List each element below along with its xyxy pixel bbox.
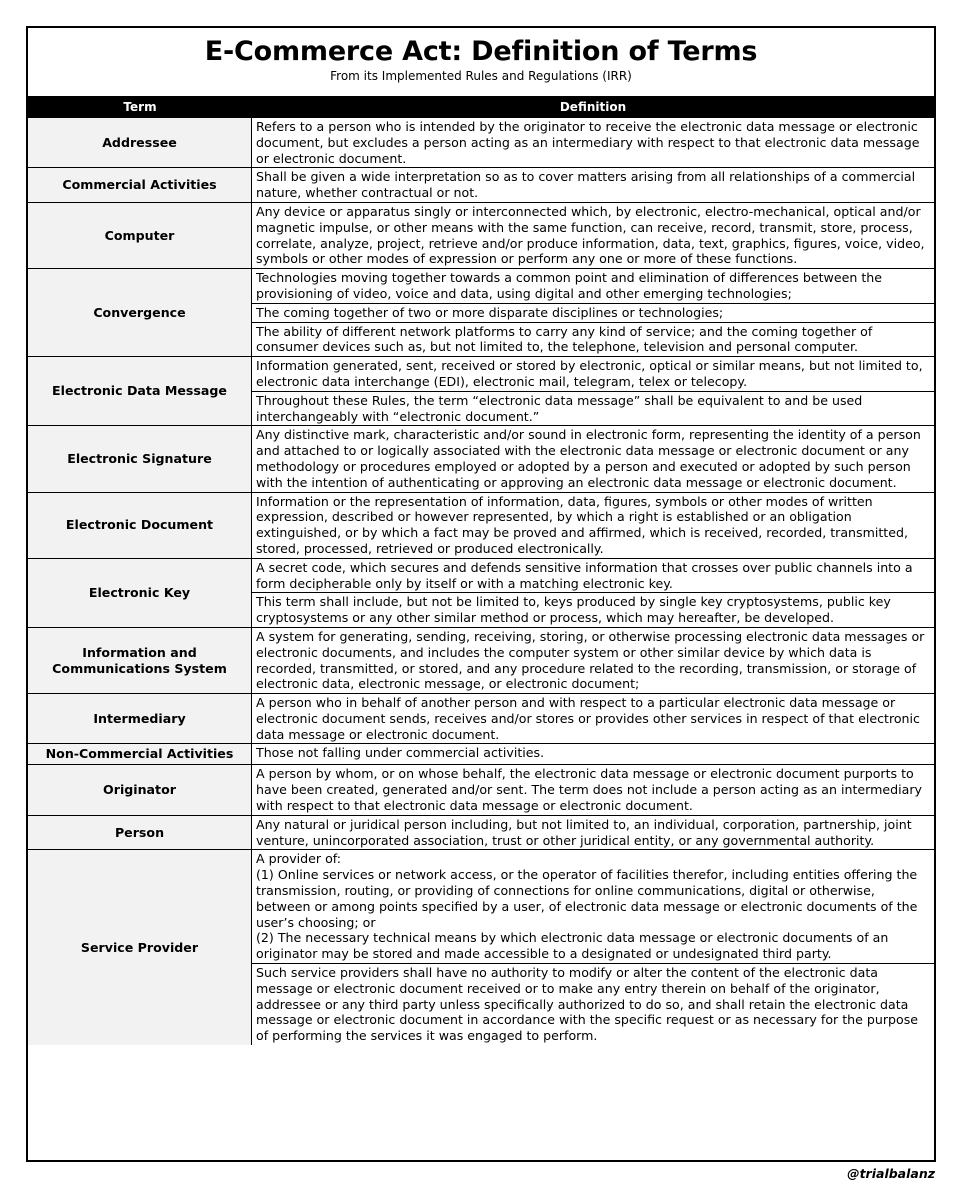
definitions-table [28, 118, 934, 1045]
definition-text: This term shall include, but not be limited to, keys produced by single key cryptosystems, public key cryptosystems or any other similar method or process, which may hereafter, be developed. [252, 592, 934, 627]
definition-text: A provider of: (1) Online services or network access, or the operator of facilities therefor, including entities offering the transmission, routing, or providing of connections for online communications, digital or otherwise, between or among points specified by a user, of electronic data message or electronic documents of the user’s choosing; or (2) The necessary technical means by which electronic data message or electronic documents of an originator may be stored and made accessible to a designated or undesignated third party. [256, 851, 918, 962]
table-row [28, 815, 934, 850]
table-row [28, 558, 934, 627]
definition-text: Throughout these Rules, the term “electronic data message” shall be equivalent to and be used interchangeably with “electronic document.” [252, 391, 934, 426]
table-row [28, 118, 934, 167]
definition-text: The ability of different network platforms to carry any kind of service; and the coming together of consumer devices such as, but not limited to, the telephone, television and personal computer. [252, 322, 934, 357]
term-cell: Person [28, 816, 252, 850]
column-header-definition: Definition [559, 100, 627, 114]
author-credit: @trialbalanz [847, 1166, 935, 1181]
definition-cell [252, 203, 934, 268]
document-header [28, 28, 934, 96]
table-row [28, 764, 934, 814]
table-row [28, 167, 934, 202]
term-cell: Commercial Activities [28, 168, 252, 202]
definition-text: Information generated, sent, received or stored by electronic, optical or similar means, but not limited to, electronic data interchange (EDI), electronic mail, telegram, telex or telecopy. [256, 358, 923, 389]
definition-cell [252, 765, 934, 814]
definition-cell [252, 493, 934, 558]
definition-cell [252, 694, 934, 743]
definition-text: Refers to a person who is intended by the originator to receive the electronic data message or electronic document, but excludes a person acting as an intermediary with respect to that electronic data message or electronic document. [256, 119, 920, 166]
table-row [28, 425, 934, 491]
table-row [28, 693, 934, 743]
definition-text: Any natural or juridical person including, but not limited to, an individual, corporation, partnership, joint venture, unincorporated association, trust or other juridical entity, or any governmental authority. [256, 816, 912, 848]
definition-cell [252, 850, 934, 1045]
definition-text: The coming together of two or more disparate disciplines or technologies; [252, 303, 934, 322]
definition-text: Any distinctive mark, characteristic and/or sound in electronic form, representing the identity of a person and attached to or logically associated with the electronic data message or electronic document or any methodology or procedures employed or adopted by a person and executed or adopted by such person with the intention of authenticating or approving an electronic data message or electronic document. [256, 427, 921, 490]
definition-text: Any device or apparatus singly or interconnected which, by electronic, electro-mechanical, optical and/or magnetic impulse, or other means with the same function, can receive, record, transmit, store, process, correlate, analyze, project, retrieve and/or produce information, data, text, graphics, figures, voice, video, symbols or other modes of expression or perform any one or more of these functions. [256, 203, 925, 267]
column-header-term: Term [123, 100, 157, 114]
definition-text: A system for generating, sending, receiving, storing, or otherwise processing electronic data messages or electronic documents, and includes the computer system or other similar device by which data is recorded, transmitted, or stored, and any procedure related to the recording, transmission, or storage of electronic data, electronic message, or electronic document; [256, 628, 925, 692]
table-row [28, 849, 934, 1045]
term-cell: Computer [28, 203, 252, 268]
definition-cell [252, 269, 934, 356]
definition-cell [252, 744, 934, 764]
term-cell: Information and Communications System [28, 628, 252, 693]
table-row [28, 202, 934, 268]
document-frame [26, 26, 936, 1162]
definition-text: A secret code, which secures and defends sensitive information that crosses over public channels into a form decipherable only by itself or with a matching electronic key. [256, 559, 913, 591]
page-title: E-Commerce Act: Definition of Terms [204, 36, 758, 67]
table-header [28, 96, 934, 118]
term-cell: Service Provider [28, 850, 252, 1045]
definition-text: Shall be given a wide interpretation so as to cover matters arising from all relationships of a commercial nature, whether contractual or not. [256, 169, 916, 201]
term-cell: Electronic Signature [28, 426, 252, 491]
definition-cell [252, 816, 934, 850]
table-row [28, 492, 934, 558]
definition-cell [252, 118, 934, 167]
term-cell: Intermediary [28, 694, 252, 743]
term-cell: Convergence [28, 269, 252, 356]
definition-text: A person who in behalf of another person and with respect to a particular electronic data message or electronic document sends, receives and/or stores or provides other services in respect of that electronic data message or electronic document. [256, 695, 920, 742]
table-row [28, 627, 934, 693]
page-subtitle: From its Implemented Rules and Regulations (IRR) [330, 69, 632, 83]
definition-text: A person by whom, or on whose behalf, the electronic data message or electronic document purports to have been created, generated and/or sent. The term does not include a person acting as an intermediary with respect to that electronic data message or electronic document. [256, 766, 922, 814]
term-cell: Non-Commercial Activities [28, 744, 252, 764]
term-cell: Addressee [28, 118, 252, 167]
definition-text: Technologies moving together towards a common point and elimination of differences between the provisioning of video, voice and data, using digital and other emerging technologies; [256, 270, 883, 301]
table-row [28, 268, 934, 356]
term-cell: Electronic Key [28, 559, 252, 627]
definition-cell [252, 559, 934, 627]
definition-cell [252, 168, 934, 202]
term-cell: Electronic Document [28, 493, 252, 558]
definition-text: Those not falling under commercial activities. [256, 745, 545, 761]
table-row [28, 356, 934, 425]
term-cell: Originator [28, 765, 252, 814]
definition-text: Such service providers shall have no authority to modify or alter the content of the electronic data message or electronic document received or to make any entry therein on behalf of the originator, addressee or any third party unless specifically authorized to do so, and shall retain the electronic data message or electronic document in accordance with the specific request or as necessary for the purpose of performing the services it was engaged to perform. [252, 963, 934, 1045]
table-row [28, 743, 934, 764]
definition-text: Information or the representation of information, data, figures, symbols or other modes of written expression, described or however represented, by which a right is established or an obligation extinguished, or by which a fact may be proved and affirmed, which is received, recorded, transmitted, stored, processed, retrieved or produced electronically. [256, 493, 908, 556]
definition-cell [252, 628, 934, 693]
definition-cell [252, 357, 934, 425]
term-cell: Electronic Data Message [28, 357, 252, 425]
definition-cell [252, 426, 934, 491]
